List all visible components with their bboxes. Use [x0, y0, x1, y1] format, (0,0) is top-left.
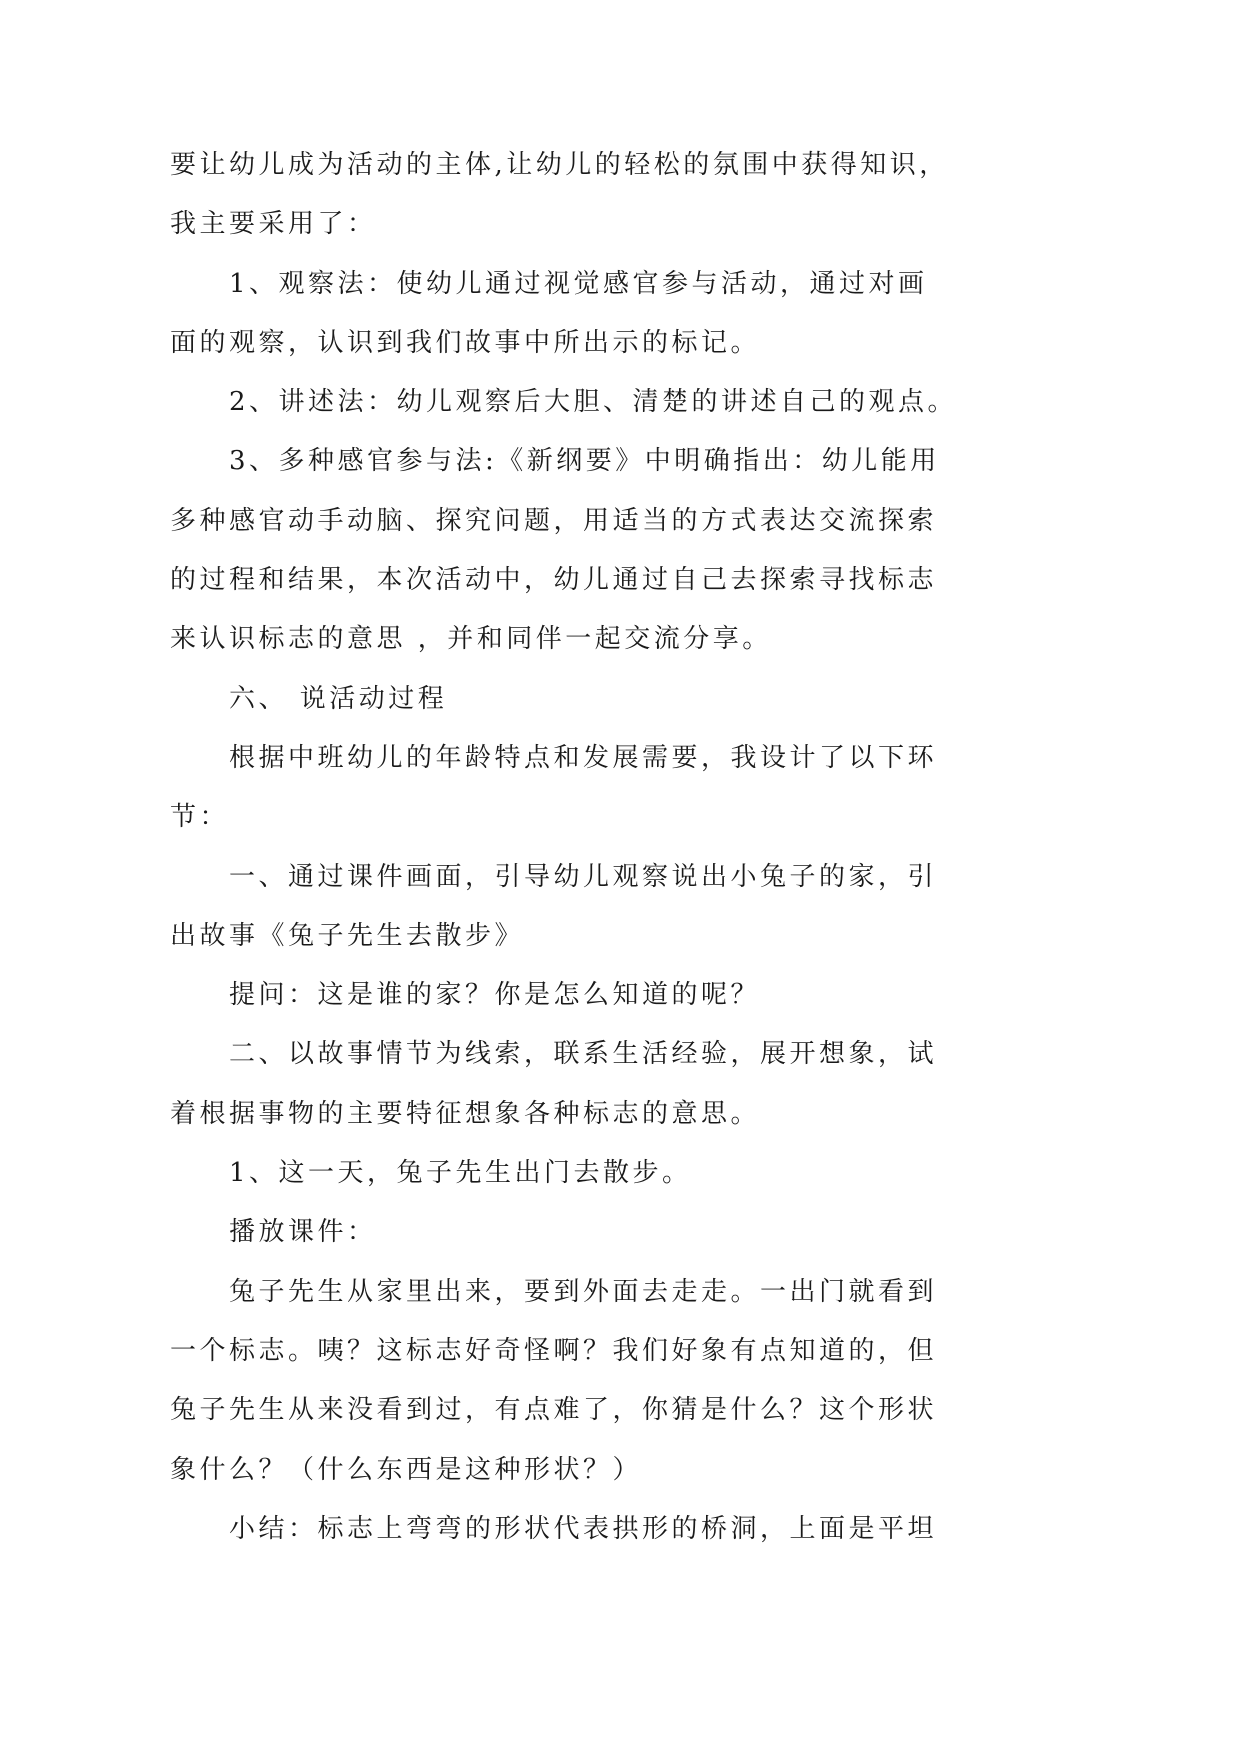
- text-line: 一个标志。咦？这标志好奇怪啊？我们好象有点知道的，但: [170, 1335, 938, 1366]
- text-line: 二、以故事情节为线索，联系生活经验，展开想象，试: [229, 1039, 938, 1070]
- text-line: 着根据事物的主要特征想象各种标志的意思。: [170, 1098, 761, 1129]
- text-line: 提问：这是谁的家？你是怎么知道的呢？: [229, 980, 761, 1011]
- text-line: 1、观察法：使幼儿通过视觉感官参与活动，通过对画: [229, 268, 928, 299]
- text-line: 根据中班幼儿的年龄特点和发展需要，我设计了以下环: [229, 742, 938, 773]
- text-line: 兔子先生从家里出来，要到外面去走走。一出门就看到: [229, 1276, 938, 1307]
- text-line: 出故事《兔子先生去散步》: [170, 920, 525, 951]
- text-line: 一、通过课件画面，引导幼儿观察说出小兔子的家，引: [229, 861, 938, 892]
- text-line: 来认识标志的意思 ，并和同伴一起交流分享。: [170, 624, 772, 655]
- text-line: 象什么？（什么东西是这种形状？）: [170, 1454, 643, 1485]
- text-line: 要让幼儿成为活动的主体,让幼儿的轻松的氛围中获得知识，: [170, 150, 949, 180]
- text-line: 我主要采用了：: [170, 209, 377, 240]
- text-line: 3、多种感官参与法:《新纲要》中明确指出：幼儿能用: [229, 446, 940, 477]
- document-body: [170, 136, 1050, 1559]
- text-line: 2、讲述法：幼儿观察后大胆、清楚的讲述自己的观点。: [229, 387, 958, 418]
- text-line: 的过程和结果，本次活动中，幼儿通过自己去探索寻找标志: [170, 565, 938, 596]
- text-line: 面的观察，认识到我们故事中所出示的标记。: [170, 327, 761, 358]
- text-line: 多种感官动手动脑、探究问题，用适当的方式表达交流探索: [170, 505, 938, 536]
- text-line: 播放课件：: [229, 1217, 377, 1248]
- text-line: 1、这一天，兔子先生出门去散步。: [229, 1158, 692, 1189]
- text-line: 小结：标志上弯弯的形状代表拱形的桥洞，上面是平坦: [229, 1513, 938, 1544]
- section-heading: 六、 说活动过程: [229, 683, 448, 714]
- text-line: 兔子先生从来没看到过，有点难了，你猜是什么？这个形状: [170, 1395, 938, 1426]
- text-line: 节：: [170, 802, 230, 833]
